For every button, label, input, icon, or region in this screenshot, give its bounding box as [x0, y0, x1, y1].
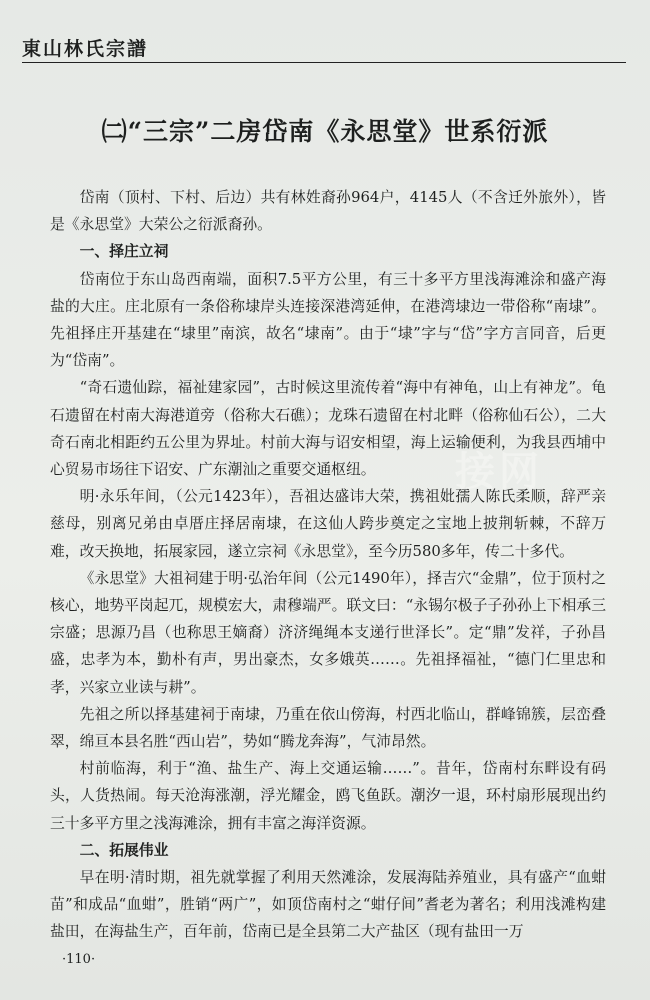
paragraph: 早在明·清时期，祖先就掌握了利用天然滩涂，发展海陆养殖业，具有盛产“血蚶苗”和成品“血蚶”，胜销“两广”，如顶岱南村之“蚶仔间”耆老为著名；利用浅滩构建盐田，在海盐生产，百年前，岱南已是全县第二大产盐区（现有盐田一万: [50, 869, 606, 941]
body-text: [50, 184, 606, 946]
header-rule: [22, 62, 626, 63]
paragraph: “奇石遗仙踪，福祉建家园”，古时候这里流传着“海中有神龟，山上有神龙”。龟石遗留在村南大海港道旁（俗称大石礁）；龙珠石遗留在村北畔（俗称仙石公），二大奇石南北相距约五公里为界址。村前大海与诏安相望，海上运输便利，为我县西埔中心贸易市场往下诏安、广东潮汕之重要交通枢纽。: [50, 379, 606, 479]
paragraph: 明·永乐年间，（公元1423年），吾祖达盛讳大荣，携祖妣孺人陈氏柔顺，辞严亲慈母，别离兄弟由卓厝庄择居南埭，在这仙人跨步奠定之宝地上披荆斩棘，不辞万难，改天换地，拓展家园，遂立宗祠《永思堂》，至今历580多年，传二十多代。: [50, 488, 606, 560]
watermark: 接网: [455, 448, 543, 495]
paragraph: 《永思堂》大祖祠建于明·弘治年间（公元1490年），择吉穴“金鼎”，位于顶村之核心，地势平岗起兀，规模宏大，肃穆端严。联文曰：“永锡尔极子子孙孙上下相承三宗盛；思源乃昌（也称思王嫡裔）济济绳绳本支递行世泽长”。定“鼎”发祥，子孙昌盛，忠孝为本，勤朴有声，男出豪杰，女多娥英……。先祖择福祉，“德门仁里忠和孝，兴家立业读与耕”。: [50, 569, 606, 696]
intro-paragraph: 岱南（顶村、下村、后边）共有林姓裔孙964户，4145人（不含迁外旅外），皆是《永思堂》大荣公之衍派裔孙。: [50, 189, 606, 234]
paragraph: 先祖之所以择基建祠于南埭，乃重在依山傍海，村西北临山，群峰锦簇，层峦叠翠，绵亘本县名胜“西山岩”，势如“腾龙奔海”，气沛昂然。: [50, 705, 606, 751]
section-heading-1: 一、择庄立祠: [79, 243, 169, 261]
page-number: ·110·: [62, 952, 96, 967]
paragraph: 村前临海，利于“渔、盐生产、海上交通运输……”。昔年，岱南村东畔设有码头，人货热闹。每天沧海涨潮，浮光耀金，鸥飞鱼跃。潮汐一退，环村扇形展现出约三十多平方里之浅海滩涂，拥有丰富之海洋资源。: [50, 760, 606, 832]
section-heading-2: 二、拓展伟业: [79, 841, 169, 859]
running-header-title: 東山林氏宗譜: [22, 38, 149, 60]
section-title: ㈡“三宗”二房岱南《永思堂》世系衍派: [101, 117, 549, 146]
paragraph: 岱南位于东山岛西南端，面积7.5平方公里，有三十多平方里浅海滩涂和盛产海盐的大庄。庄北原有一条俗称埭岸头连接深港湾延伸，在港湾埭边一带俗称“南埭”。先祖择庄开基建在“埭里”南滨，故名“埭南”。由于“埭”字与“岱”字方言同音，后更为“岱南”。: [50, 270, 606, 370]
